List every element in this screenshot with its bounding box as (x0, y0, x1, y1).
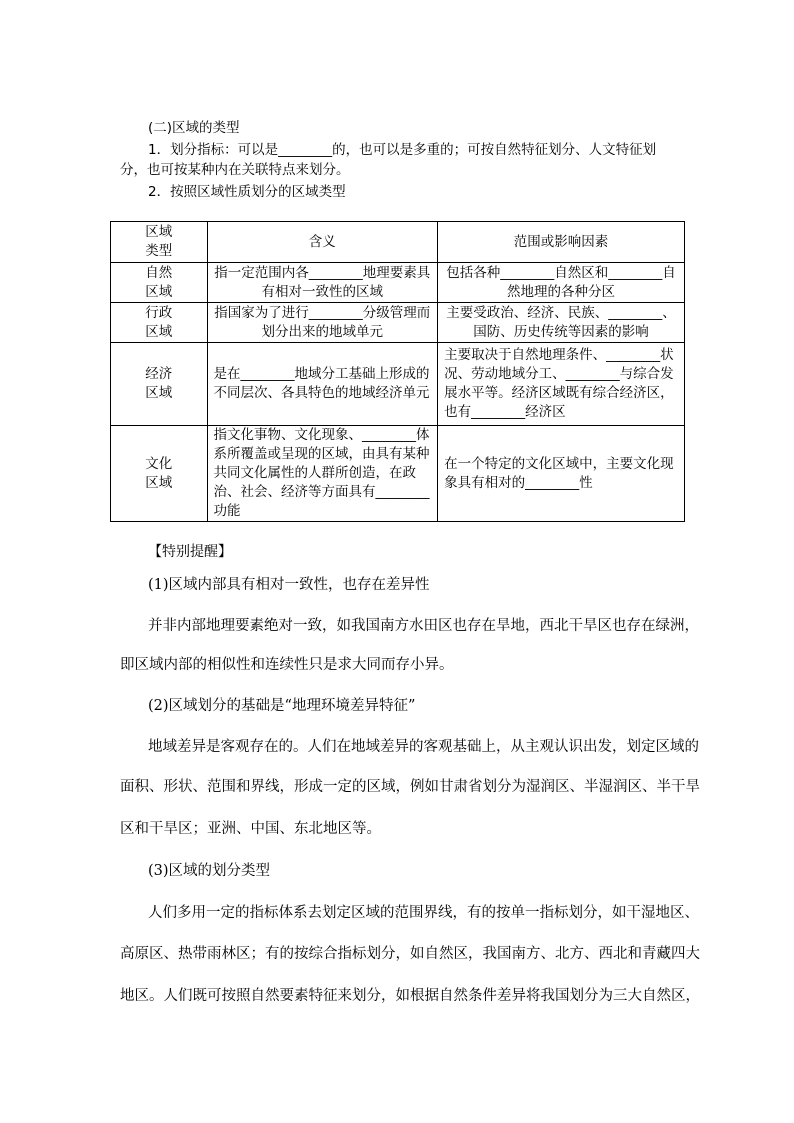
header-type: 区域 类型 (111, 222, 208, 263)
body-line: 区和干旱区；亚洲、中国、东北地区等。 (120, 821, 381, 837)
table-row (111, 263, 685, 303)
header-meaning: 含义 (207, 222, 438, 263)
body-line: (3)区域的划分类型 (148, 863, 271, 879)
row-type-natural: 自然 区域 (111, 263, 208, 303)
row-scope-administrative: 主要受政治、经济、民族、________、国防、历史传统等因素的影响 (438, 303, 685, 343)
header-scope: 范围或影响因素 (438, 222, 685, 263)
row-meaning-natural: 指一定范围内各________地理要素具有相对一致性的区域 (207, 263, 438, 303)
table-row (111, 343, 685, 426)
row-meaning-administrative: 指国家为了进行________分级管理而划分出来的地域单元 (207, 303, 438, 343)
row-scope-economic: 主要取决于自然地理条件、________状况、劳动地域分工、________与综合发展水平等。经济区域既有综合经济区，也有________经济区 (438, 343, 685, 426)
body-line: 即区域内部的相似性和连续性只是求大同而存小异。 (120, 657, 454, 673)
row-meaning-economic: 是在________地域分工基础上形成的不同层次、各具特色的地域经济单元 (207, 343, 438, 426)
table-header-row (111, 222, 685, 263)
section-title: (二)区域的类型 (148, 120, 240, 136)
body-line: 高原区、热带雨林区；有的按综合指标划分，如自然区，我国南方、北方、西北和青藏四大 (120, 946, 700, 962)
body-line: 人们多用一定的指标体系去划定区域的范围界线，有的按单一指标划分，如干湿地区、 (148, 905, 699, 921)
point-1-line-1: 1．划分指标：可以是________的，也可以是多重的；可按自然特征划分、人文特征划 (148, 142, 657, 158)
special-reminder-heading: 【特别提醒】 (148, 544, 232, 560)
row-type-economic: 经济 区域 (111, 343, 208, 426)
row-scope-natural: 包括各种________自然区和________自然地理的各种分区 (438, 263, 685, 303)
body-line: 地区。人们既可按照自然要素特征来划分，如根据自然条件差异将我国划分为三大自然区， (120, 988, 700, 1004)
body-line: 面积、形状、范围和界线，形成一定的区域，例如甘肃省划分为湿润区、半湿润区、半干旱 (120, 779, 700, 795)
body-line: (1)区域内部具有相对一致性，也存在差异性 (148, 577, 430, 593)
row-meaning-cultural: 指文化事物、文化现象、________体系所覆盖或呈现的区域，由具有某种共同文化属性的人群所创造，在政治、社会、经济等方面具有________功能 (207, 426, 438, 522)
point-1-line-2: 分，也可按某种内在关联特点来划分。 (120, 162, 350, 178)
point-2: 2．按照区域性质划分的区域类型 (148, 184, 346, 200)
body-line: (2)区域划分的基础是“地理环境差异特征” (148, 698, 416, 714)
row-scope-cultural: 在一个特定的文化区域中，主要文化现象具有相对的________性 (438, 426, 685, 522)
region-types-table (110, 221, 685, 522)
row-type-administrative: 行政 区域 (111, 303, 208, 343)
table-row (111, 303, 685, 343)
body-line: 并非内部地理要素绝对一致，如我国南方水田区也存在旱地，西北干旱区也存在绿洲， (148, 618, 699, 634)
row-type-cultural: 文化 区域 (111, 426, 208, 522)
body-line: 地域差异是客观存在的。人们在地域差异的客观基础上，从主观认识出发，划定区域的 (148, 739, 699, 755)
table-row (111, 426, 685, 522)
